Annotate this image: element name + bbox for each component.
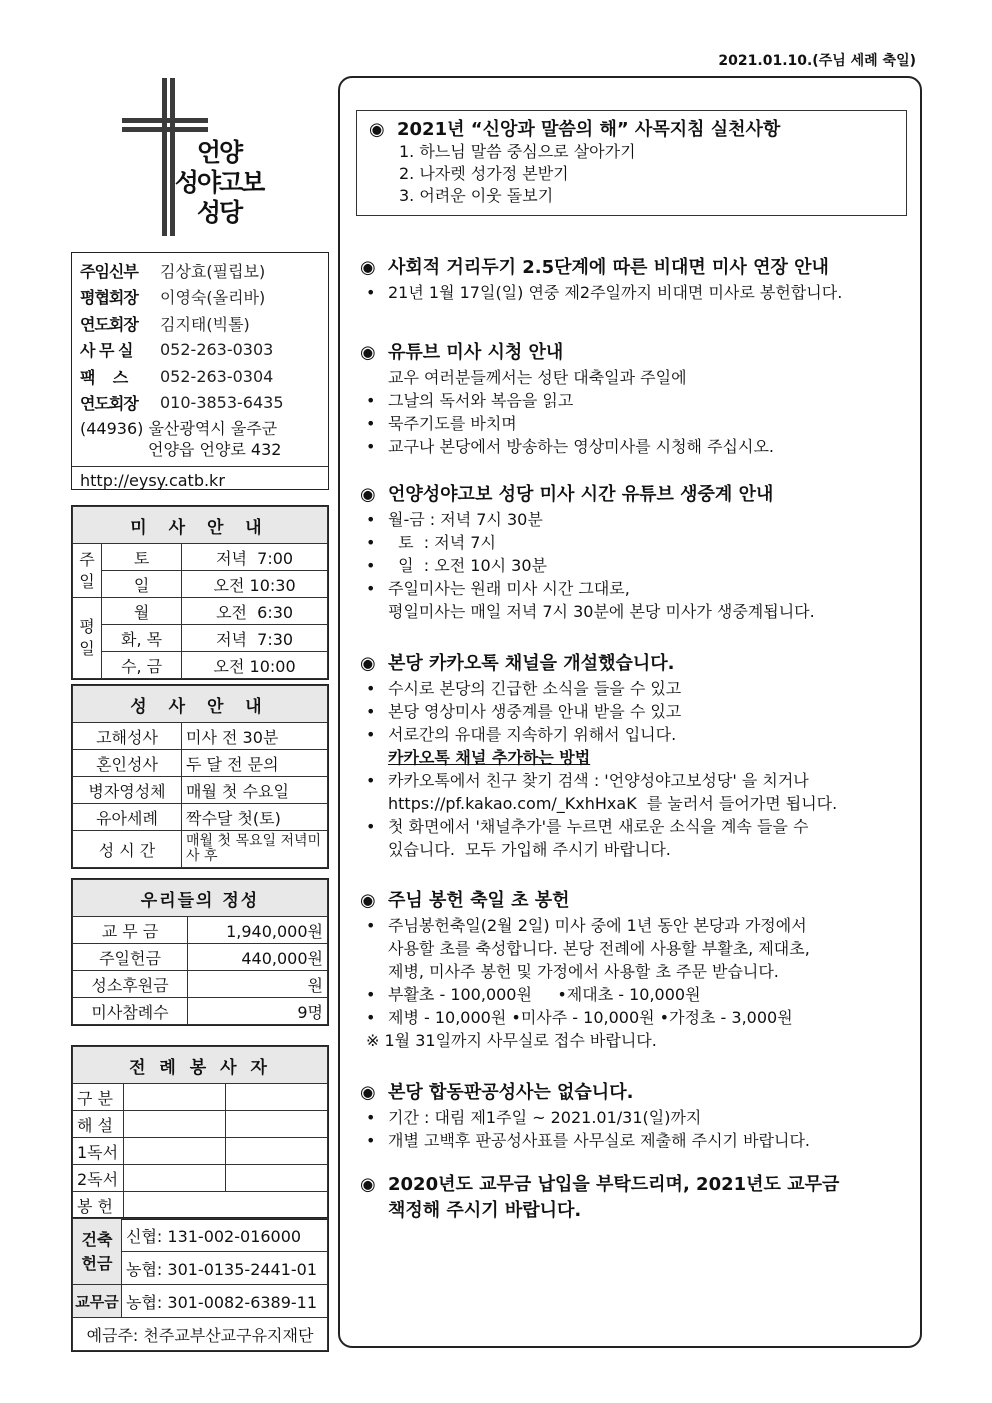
pastoral-guideline: ◉ 2021년 “신앙과 말씀의 해” 사목지침 실천사항 1. 하느님 말씀 중심으로 살아가기 2. 나자렛 성가정 본받기 3. 어려운 이웃 돌보기 (356, 110, 907, 216)
bulletin-date: 2021.01.10.(주님 세례 축일) (718, 53, 916, 69)
notice-youtube: ◉ 유튜브 미사 시청 안내 교우 여러분들께서는 성탄 대축일과 주일에 • 그날의 독서와 복음을 읽고 • 묵주기도를 바치며 • 교구나 본당에서 방송하는 영상미사를 시청해 주십시오. (360, 340, 910, 458)
notice-confession: ◉ 본당 합동판공성사는 없습니다. • 기간 : 대림 제1주일 ~ 2021.01/31(일)까지 • 개별 고백후 판공성사표를 사무실로 제출해 주시기 바랍니다. (360, 1080, 910, 1152)
notice-kakao: ◉ 본당 카카오톡 채널을 개설했습니다. • 수시로 본당의 긴급한 소식을 들을 수 있고 • 본당 영상미사 생중계를 안내 받을 수 있고 • 서로간의 유대를 지속하기 위해서 입니다. 카카오톡 채널 추가하는 방법 • 카카오톡에서 친구 찾기 검색 : '언양성야고보성당' 을 치거나 https://pf.kakao.com/_KxhHxaK 를 눌러서 들어가면 됩니다. • 첫 화면에서 '채널추가'를 누르면 새로운 소식을 계속 들을 수 있습니다. 모두 가입해 주시기 바랍니다. (360, 651, 910, 861)
address: (44936) 울산광역시 울주군 언양읍 언양로 432 (80, 419, 282, 459)
notice-candles: ◉ 주님 봉헌 축일 초 봉헌 • 주님봉헌축일(2월 2일) 미사 중에 1년 동안 본당과 가정에서 사용할 초를 축성합니다. 본당 전례에 사용할 부활초, 제대초, 제병, 미사주 봉헌 및 가정에서 사용할 초 주문 받습니다. • 부활초 - 100,000원 •제대초 - 10,000원 • 제병 - 10,000원 •미사주 - 10,000원 •가정초 - 3,000원 ※ 1월 31일까지 사무실로 접수 바랍니다. (360, 888, 910, 1052)
church-info: 주임신부 김상효(필립보) 평협회장 이영숙(올리바) 연도회장 김지태(빅톨) 사 무 실 052-263-0303 팩 스 052-263-0304 연도회장 010-3853-6435 (44936) 울산광역시 울주군 언양읍 언양로 432 http://eysy.catb.kr (71, 252, 329, 490)
offering-info: 우리들의 정성 교 무 금 1,940,000원 주일헌금 440,000원 성소후원금 원 미사참례수 9명 (71, 878, 329, 1026)
kakao-channel-link[interactable]: https://pf.kakao.com/_KxhHxaK 를 눌러서 들어가면 됩니다. (388, 794, 838, 813)
mass-schedule: 미 사 안 내 주일 토 저녁 7:00 일 오전 10:30 평일 월 오전 6:30 화, 목 저녁 7:30 수, 금 오전 10:00 (71, 505, 329, 680)
website-link[interactable]: http://eysy.catb.kr (72, 466, 328, 490)
sacrament-info: 성 사 안 내 고해성사 미사 전 30분 혼인성사 두 달 전 문의 병자영성체 매월 첫 수요일 유아세례 짝수달 첫(토) 성 시 간 매월 첫 목요일 저녁미사 후 (71, 684, 329, 869)
church-logo (122, 78, 272, 238)
liturgy-servers: 전 례 봉 사 자 구 분 해 설 1독서 2독서 봉 헌 (71, 1045, 329, 1220)
bank-accounts: 건축 헌금 신협: 131-002-016000 농협: 301-0135-2441-01 교무금 농협: 301-0082-6389-11 예금주: 천주교부산교구유지재단 (71, 1217, 329, 1352)
cross-icon (162, 78, 167, 236)
notice-tithe: ◉ 2020년도 교무금 납입을 부탁드리며, 2021년도 교무금 책정해 주시기 바랍니다. (360, 1174, 840, 1221)
notice-distancing: ◉ 사회적 거리두기 2.5단계에 따른 비대면 미사 연장 안내 • 21년 1월 17일(일) 연중 제2주일까지 비대면 미사로 봉헌합니다. (360, 255, 910, 304)
logo-text: 언양 성야고보 성당 (174, 138, 264, 227)
notice-livestream: ◉ 언양성야고보 성당 미사 시간 유튜브 생중계 안내 • 월-금 : 저녁 7시 30분 • 토 : 저녁 7시 • 일 : 오전 10시 30분 • 주일미사는 원래 미사 시간 그대로, 평일미사는 매일 저녁 7시 30분에 본당 미사가 생중계됩니다. (360, 482, 910, 623)
